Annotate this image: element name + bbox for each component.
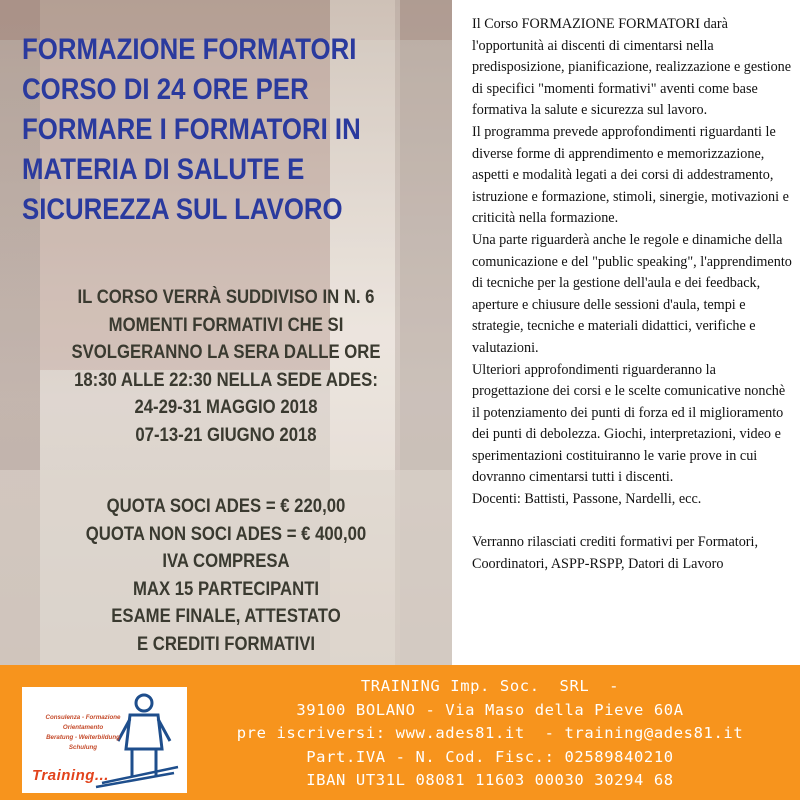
- schedule-line: SVOLGERANNO LA SERA DALLE ORE: [71, 342, 381, 363]
- teachers-line: Docenti: Battisti, Passone, Nardelli, ecc.: [472, 491, 702, 508]
- title-line: MATERIA DI SALUTE E: [22, 153, 305, 186]
- contact-footer: [0, 665, 800, 800]
- credits-paragraph: Verranno rilasciati crediti formativi per Formatori, Coordinatori, ASPP-RSPP, Datori di Lavoro: [472, 534, 759, 572]
- company-name: TRAINING Imp. Soc. SRL -: [360, 677, 620, 695]
- schedule-line: 18:30 ALLE 22:30 NELLA SEDE ADES:: [74, 369, 378, 391]
- logo-line: Orientamento: [62, 724, 104, 731]
- price-non-members: QUOTA NON SOCI ADES = € 400,00: [85, 523, 367, 545]
- credits-note: E CREDITI FORMATIVI: [136, 633, 316, 655]
- registration-contacts[interactable]: pre iscriversi: www.ades81.it - training@ades81.it: [236, 724, 744, 742]
- logo-line: Consulenza - Formazione: [45, 714, 121, 721]
- schedule-dates-may: 24-29-31 MAGGIO 2018: [134, 397, 318, 418]
- description-paragraph: Il programma prevede approfondimenti riguardanti le diverse forme di apprendimento e memorizzazione, aspetti e modalità legati a dei corsi di addestramento, istruzione e formazione, stimoli, sinergie, motivazioni e criticità nella formazione.: [472, 123, 789, 227]
- schedule-dates-june: 07-13-21 GIUGNO 2018: [135, 424, 317, 446]
- vat-number: Part.IVA - N. Cod. Fisc.: 02589840210: [306, 747, 674, 766]
- course-pricing: [27, 493, 425, 658]
- logo-line: Schulung: [68, 744, 98, 751]
- logo-line: Beratung - Weiterbildung: [46, 734, 120, 741]
- logo-tagline: [28, 713, 138, 753]
- course-schedule: [27, 284, 425, 449]
- schedule-line: MOMENTI FORMATIVI CHE SI: [108, 314, 344, 336]
- contact-info: [220, 675, 760, 793]
- company-address: 39100 BOLANO - Via Maso della Pieve 60A: [296, 700, 684, 719]
- spacer: [472, 511, 792, 533]
- title-line: FORMARE I FORMATORI IN: [22, 113, 361, 146]
- iban: IBAN UT31L 08081 11603 00030 30294 68: [306, 771, 674, 789]
- course-description: [472, 14, 792, 575]
- title-line: SICUREZZA SUL LAVORO: [22, 193, 343, 226]
- description-paragraph: Ulteriori approfondimenti riguarderanno la progettazione dei corsi e le scelte comunicative nonchè il potenziamento dei punti di forza ed il miglioramento dei punti di debolezza. Giochi, interpretazioni, video e sperimentazioni costituiranno le varie prove in cui dovranno cimentarsi tutti i discenti.: [472, 361, 786, 486]
- schedule-line: IL CORSO VERRÀ SUDDIVISO IN N. 6: [77, 287, 375, 308]
- price-members: QUOTA SOCI ADES = € 220,00: [106, 496, 346, 517]
- course-title: [22, 30, 388, 230]
- description-paragraph: Il Corso FORMAZIONE FORMATORI darà l'opportunità ai discenti di cimentarsi nella predisposizione, pianificazione, realizzazione e gestione di specifici "momenti formativi" aventi come base formativa la salute e sicurezza sul lavoro.: [472, 16, 792, 119]
- course-poster-panel: [0, 0, 452, 665]
- training-logo: [22, 687, 187, 793]
- max-participants: MAX 15 PARTECIPANTI: [132, 578, 320, 600]
- logo-wordmark: Training...: [32, 767, 109, 784]
- title-line: FORMAZIONE FORMATORI: [22, 33, 357, 66]
- vat-note: IVA COMPRESA: [162, 551, 290, 572]
- description-paragraph: Una parte riguarderà anche le regole e dinamiche della comunicazione e del "public speaking", l'apprendimento di tecniche per la gestione dell'aula e dei feedback, aperture e chiusure delle sessioni d'aula, tempi e strategie, tecniche e materiali didattici, verifiche e valutazioni.: [472, 231, 792, 356]
- final-exam-note: ESAME FINALE, ATTESTATO: [111, 606, 341, 627]
- title-line: CORSO DI 24 ORE PER: [22, 73, 309, 106]
